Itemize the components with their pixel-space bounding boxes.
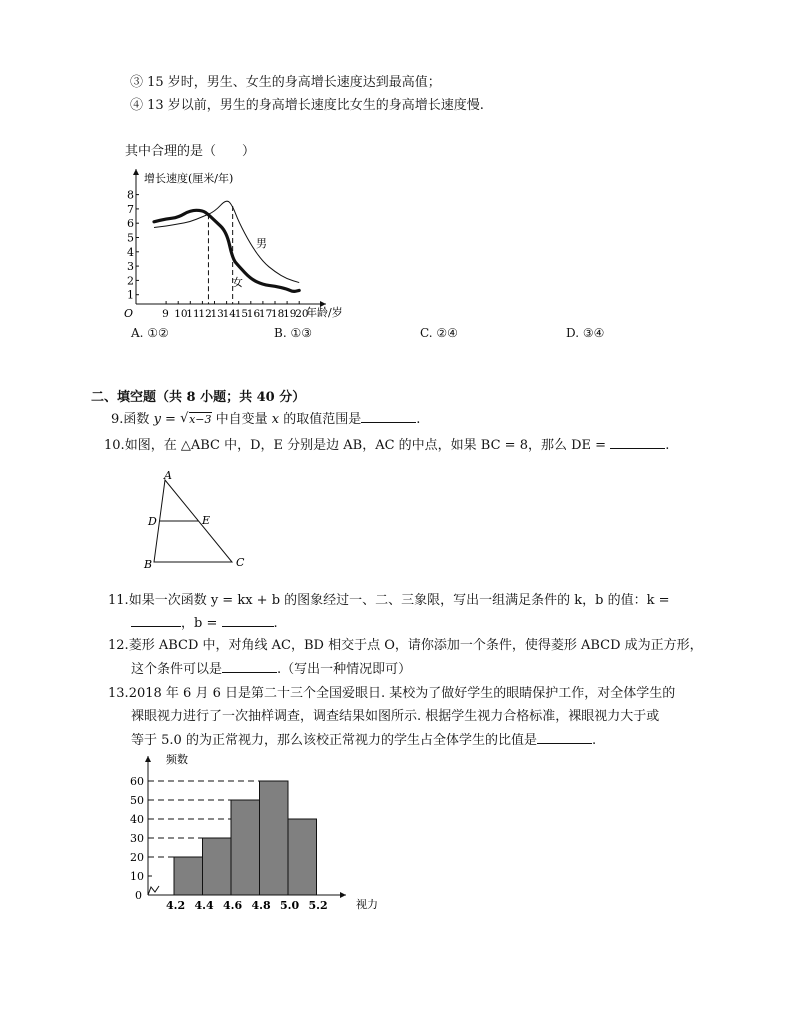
q10-blank[interactable] <box>610 436 665 449</box>
q11-mid: ，b = <box>181 616 218 631</box>
question-12-line1 <box>108 637 703 655</box>
y-tick-label: 7 <box>127 202 134 216</box>
q11-number: 11. <box>108 593 129 608</box>
x-tick-label: 18 <box>271 308 285 320</box>
hist-bar <box>288 819 317 895</box>
q11-text: 如果一次函数 y = kx + b 的图象经过一、二、三象限，写出一组满足条件的 k，b 的值：k = <box>128 593 670 608</box>
q12-text: 菱形 ABCD 中，对角线 AC，BD 相交于点 O，请你添加一个条件，使得菱形 ABCD 成为正方形， <box>128 638 703 653</box>
hist-y-tick-label: 10 <box>130 870 144 883</box>
hist-y-tick-label: 60 <box>130 775 144 788</box>
x-axis-label: 年龄/岁 <box>306 306 343 319</box>
option-a[interactable]: A. ①② <box>131 326 169 340</box>
y-tick-label: 2 <box>127 274 134 288</box>
x-tick-label: 14 <box>222 308 236 320</box>
q9-number: 9. <box>111 412 124 427</box>
q9-blank[interactable] <box>361 410 416 423</box>
female-series-label: 女 <box>232 276 243 289</box>
hist-x-tick-label: 4.4 <box>194 899 214 912</box>
x-tick-label: 10 <box>174 308 188 320</box>
q11-end: . <box>273 616 278 631</box>
q12-pre: 这个条件可以是 <box>131 662 223 677</box>
male-series-line <box>154 201 299 282</box>
hist-bar <box>203 838 232 895</box>
question-10 <box>104 436 669 455</box>
triangle-figure <box>140 468 250 573</box>
hist-y-tick-label: 50 <box>130 794 144 807</box>
question-tail: 其中合理的是（ ） <box>125 144 256 159</box>
y-axis-label: 增长速度(厘米/年) <box>144 172 234 185</box>
vertex-c-label: C <box>236 556 245 569</box>
male-series-label: 男 <box>256 237 267 250</box>
q9-post: 中自变量 <box>215 412 268 427</box>
q9-y: y = <box>153 412 176 427</box>
section-title: 二、填空题（共 8 小题；共 40 分） <box>91 390 306 405</box>
x-tick-label: 16 <box>246 308 261 320</box>
q11-k-blank[interactable] <box>131 614 181 627</box>
q10-text: 如图，在 △ABC 中，D，E 分别是边 AB，AC 的中点，如果 BC = 8，那么 DE = <box>124 438 607 453</box>
q9-post2: 的取值范围是 <box>283 412 362 427</box>
question-13-line3 <box>131 731 596 750</box>
x-tick-label: 20 <box>295 308 309 320</box>
female-series-line <box>154 210 299 291</box>
question-11-line2 <box>131 614 278 633</box>
y-tick-label: 1 <box>127 288 134 302</box>
hist-x-tick-label: 4.2 <box>166 899 186 912</box>
option-b[interactable]: B. ①③ <box>274 326 312 340</box>
q12-post: .（写出一种情况即可） <box>277 662 412 677</box>
q11-b-blank[interactable] <box>222 614 274 627</box>
q13-pre: 等于 5.0 的为正常视力，那么该校正常视力的学生占全体学生的比值是 <box>131 733 537 748</box>
hist-bar <box>231 800 260 895</box>
option-c[interactable]: C. ②④ <box>420 326 458 340</box>
x-tick-label: 12 <box>198 308 212 320</box>
point-e-label: E <box>202 514 211 527</box>
x-tick-label: 19 <box>283 308 297 320</box>
q9-end: . <box>416 412 421 427</box>
question-12-line2 <box>131 660 411 679</box>
y-tick-label: 6 <box>127 217 134 231</box>
q13-blank[interactable] <box>537 731 592 744</box>
hist-bar <box>174 857 203 895</box>
hist-x-tick-label: 5.0 <box>280 899 300 912</box>
q9-pre: 函数 <box>123 412 150 427</box>
q10-number: 10. <box>104 438 125 453</box>
option-d[interactable]: D. ③④ <box>566 326 605 340</box>
question-9 <box>111 410 420 429</box>
vertex-b-label: B <box>144 558 153 571</box>
y-tick-label: 5 <box>127 231 134 245</box>
y-tick-label: 3 <box>127 260 134 274</box>
hist-y-tick-label: 20 <box>130 851 144 864</box>
radical-icon: √ <box>180 411 189 426</box>
x-tick-label: 11 <box>186 308 200 320</box>
y-tick-label: 4 <box>127 245 134 259</box>
x-tick-label: 13 <box>210 308 224 320</box>
question-13-line1 <box>108 685 675 703</box>
x-tick-label: 15 <box>234 308 249 320</box>
hist-y-tick-label: 0 <box>135 889 142 902</box>
vertex-a-label: A <box>164 469 172 482</box>
hist-x-tick-label: 4.8 <box>251 899 271 912</box>
q9-sqrt <box>180 411 211 429</box>
q9-radicand: x−3 <box>189 413 212 426</box>
hist-y-tick-label: 30 <box>130 832 144 845</box>
growth-chart <box>120 165 360 325</box>
vision-histogram <box>128 750 398 912</box>
q13-text1: 2018 年 6 月 6 日是第二十三个全国爱眼日. 某校为了做好学生的眼睛保护工作，对全体学生的 <box>128 686 676 701</box>
question-13-line2: 裸眼视力进行了一次抽样调查，调查结果如图所示. 根据学生视力合格标准，裸眼视力大于或 <box>131 709 660 724</box>
statement-3: ④ 13 岁以前，男生的身高增长速度比女生的身高增长速度慢. <box>130 98 484 113</box>
hist-y-label: 频数 <box>166 753 188 766</box>
q12-number: 12. <box>108 638 129 653</box>
hist-x-label: 视力 <box>356 898 378 911</box>
origin-label: O <box>124 307 134 320</box>
hist-bar <box>260 781 289 895</box>
q9-var: x <box>271 412 280 427</box>
hist-y-tick-label: 40 <box>130 813 144 826</box>
q13-end: . <box>591 733 597 748</box>
hist-x-tick-label: 5.2 <box>308 899 328 912</box>
question-11-line1 <box>108 592 670 610</box>
q10-end: . <box>665 438 670 453</box>
hist-x-tick-label: 4.6 <box>223 899 243 912</box>
axis-break-icon <box>148 886 159 895</box>
x-tick-label: 17 <box>258 308 273 320</box>
q13-number: 13. <box>108 686 129 701</box>
q12-blank[interactable] <box>222 660 277 673</box>
statement-2: ③ 15 岁时，男生、女生的身高增长速度达到最高值； <box>130 75 441 90</box>
y-tick-label: 8 <box>127 188 134 202</box>
x-tick-label: 9 <box>162 308 169 320</box>
point-d-label: D <box>148 515 157 528</box>
